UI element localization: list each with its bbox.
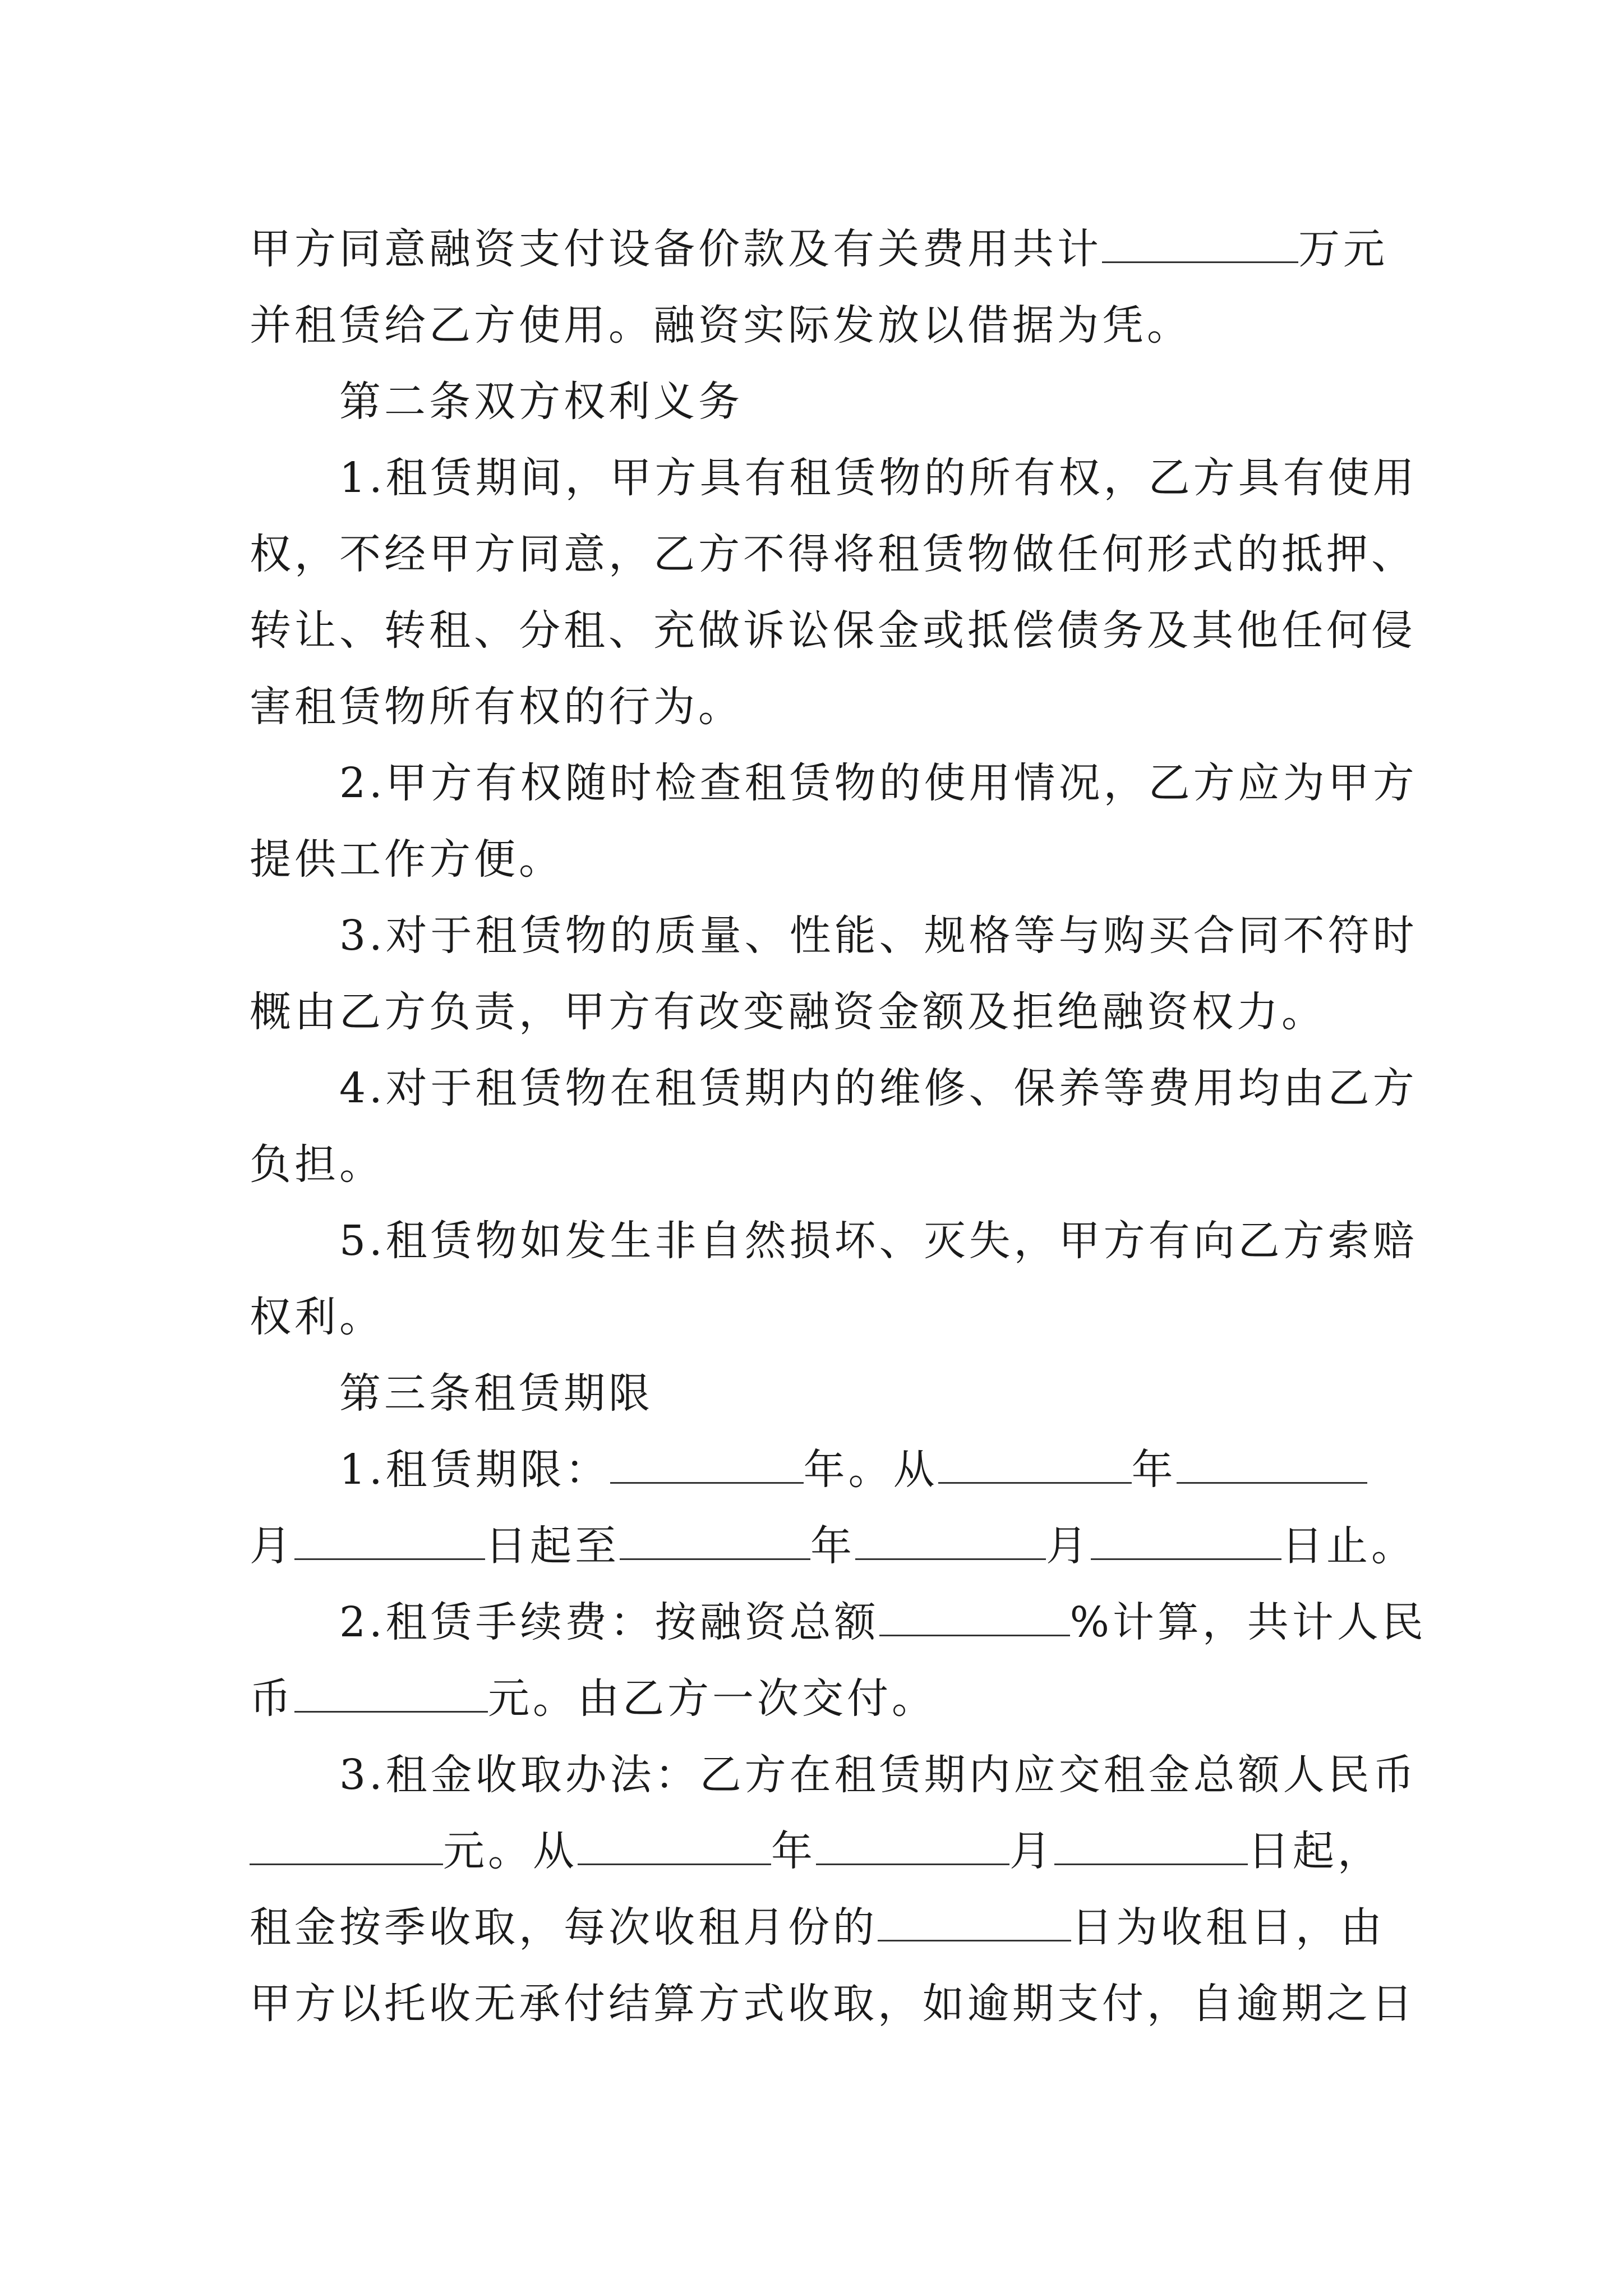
fill-in-blank[interactable] — [855, 1508, 1046, 1560]
fill-in-blank[interactable] — [294, 1660, 488, 1713]
paragraph-line: 2.租赁手续费：按融资总额 %计算，共计人民 — [250, 1584, 1388, 1660]
paragraph-line: 概由乙方负责，甲方有改变融资金额及拒绝融资权力。 — [250, 988, 1326, 1036]
paragraph-line: 1.租赁期限： 年。从 年 — [250, 1432, 1388, 1508]
paragraph-line: 提供工作方便。 — [250, 835, 564, 884]
paragraph-line: 3.租金收取办法：乙方在租赁期内应交租金总额人民币 — [339, 1751, 1418, 1799]
paragraph-line: 租金按季收取，每次收租月份的 日为收租日，由 — [250, 1889, 1388, 1966]
paragraph-line: 元。从 年 月 日起， — [250, 1813, 1388, 1889]
fill-in-blank[interactable] — [878, 1889, 1071, 1941]
paragraph-line: 1.租赁期间，甲方具有租赁物的所有权，乙方具有使用 — [339, 454, 1418, 502]
paragraph-line: 甲方同意融资支付设备价款及有关费用共计 万元 — [250, 211, 1388, 287]
document-page — [250, 211, 1427, 2042]
paragraph-line: 害租赁物所有权的行为。 — [250, 683, 743, 731]
paragraph-line: 转让、转租、分租、充做诉讼保金或抵偿债务及其他任何侵 — [250, 606, 1416, 655]
fill-in-blank[interactable] — [1177, 1432, 1367, 1484]
paragraph-line: 并租赁给乙方使用。融资实际发放以借据为凭。 — [250, 301, 1192, 349]
paragraph-line: 负担。 — [250, 1140, 384, 1189]
paragraph-line: 权利。 — [250, 1293, 384, 1341]
paragraph-line: 2.甲方有权随时检查租赁物的使用情况，乙方应为甲方 — [339, 759, 1418, 807]
section-heading: 第三条租赁期限 — [339, 1369, 653, 1418]
paragraph-line: 5.租赁物如发生非自然损坏、灭失，甲方有向乙方索赔 — [339, 1217, 1418, 1265]
fill-in-blank[interactable] — [1054, 1813, 1248, 1865]
fill-in-blank[interactable] — [1102, 211, 1298, 263]
fill-in-blank[interactable] — [620, 1508, 810, 1560]
paragraph-line: 权，不经甲方同意，乙方不得将租赁物做任何形式的抵押、 — [250, 530, 1416, 578]
fill-in-blank[interactable] — [578, 1813, 771, 1865]
fill-in-blank[interactable] — [250, 1813, 443, 1865]
fill-in-blank[interactable] — [816, 1813, 1009, 1865]
paragraph-line: 3.对于租赁物的质量、性能、规格等与购买合同不符时 — [339, 912, 1418, 960]
fill-in-blank[interactable] — [879, 1584, 1070, 1636]
paragraph-line: 月 日起至 年 月 日止。 — [250, 1508, 1388, 1584]
section-heading: 第二条双方权利义务 — [339, 378, 743, 426]
paragraph-line: 4.对于租赁物在租赁期内的维修、保养等费用均由乙方 — [339, 1064, 1418, 1112]
fill-in-blank[interactable] — [1091, 1508, 1281, 1560]
fill-in-blank[interactable] — [938, 1432, 1132, 1484]
fill-in-blank[interactable] — [610, 1432, 804, 1484]
paragraph-line: 甲方以托收无承付结算方式收取，如逾期支付，自逾期之日 — [250, 1980, 1416, 2028]
fill-in-blank[interactable] — [294, 1508, 485, 1560]
paragraph-line: 币 元。由乙方一次交付。 — [250, 1660, 1388, 1737]
